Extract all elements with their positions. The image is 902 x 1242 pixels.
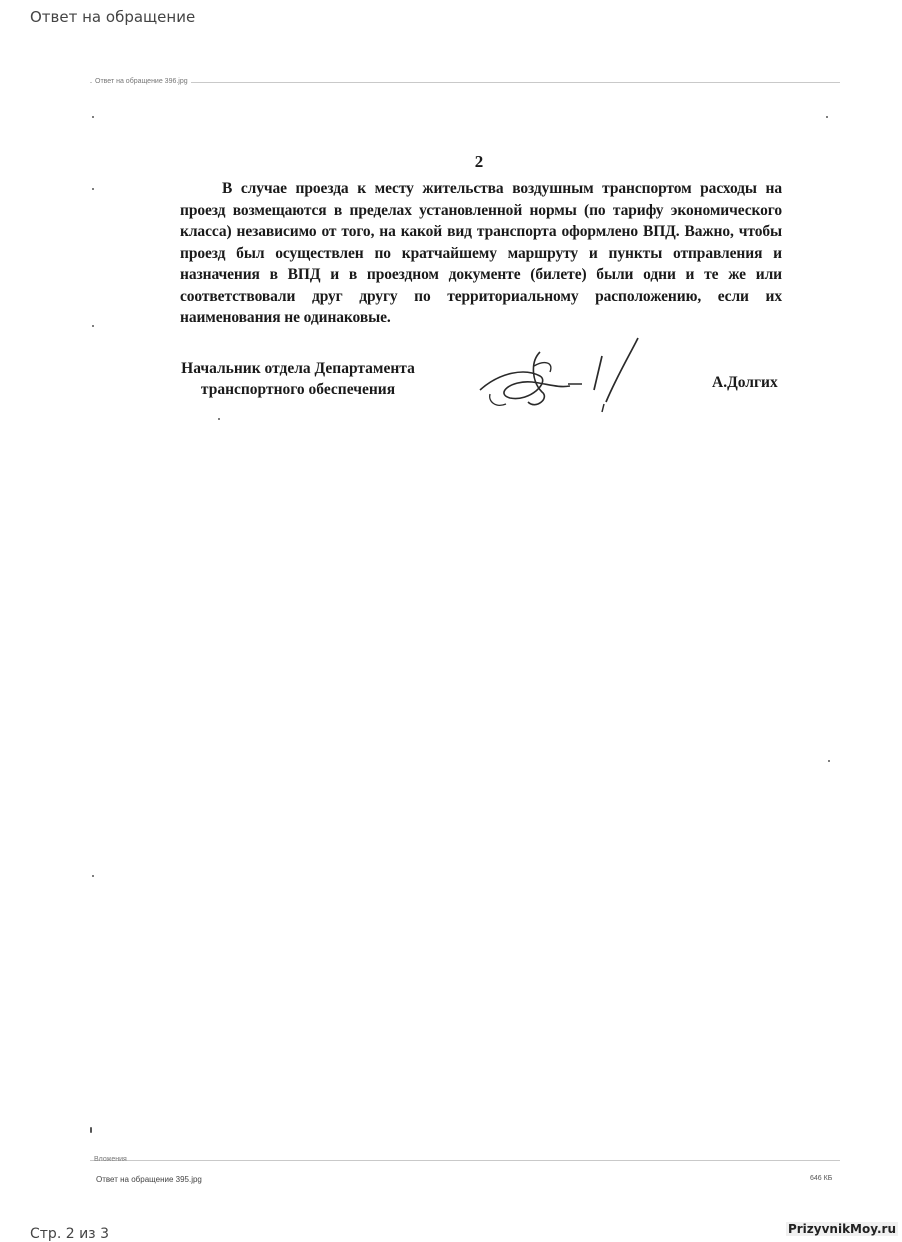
attachment-file-size: 646 КБ (810, 1175, 833, 1182)
scan-speck (826, 116, 828, 118)
scan-speck (828, 760, 830, 762)
letter-page-number: 2 (474, 152, 484, 171)
top-attachment-name: Ответ на обращение 396.jpg (92, 78, 191, 85)
scan-speck (92, 188, 94, 190)
signatory-title-line1: Начальник отдела Департамента (181, 360, 415, 377)
scan-speck (90, 1127, 92, 1133)
scan-speck (92, 875, 94, 877)
bottom-divider (90, 1160, 840, 1161)
site-watermark: PrizyvnikMoy.ru (787, 1222, 896, 1236)
attachment-file-name[interactable]: Ответ на обращение 395.jpg (96, 1175, 202, 1184)
top-divider (90, 82, 840, 83)
page-header-title: Ответ на обращение (30, 8, 196, 26)
letter-paragraph: В случае проезда к месту жительства воздушным транспортом расходы на проезд возмещаются в пределах установленной нормы (по тарифу экономического класса) независимо от того, на какой вид транспорта оформлено ВПД. Важно, чтобы проезд был осуществлен по кратчайшему маршруту и пункты отправления и назначения в ВПД и в проездном документе (билете) были одни и те же или соответствовали друг другу по территориальному расположению, если их наименования не одинаковые. (180, 180, 782, 326)
page-counter: Стр. 2 из 3 (30, 1226, 109, 1242)
scan-speck (218, 418, 220, 420)
handwritten-signature (470, 332, 650, 418)
attachments-label: Вложения (94, 1156, 127, 1163)
signatory-name: А.Долгих (712, 374, 778, 391)
signatory-title (178, 358, 418, 400)
scan-speck (92, 116, 94, 118)
scan-speck (92, 325, 94, 327)
signatory-title-line2: транспортного обеспечения (200, 381, 396, 398)
